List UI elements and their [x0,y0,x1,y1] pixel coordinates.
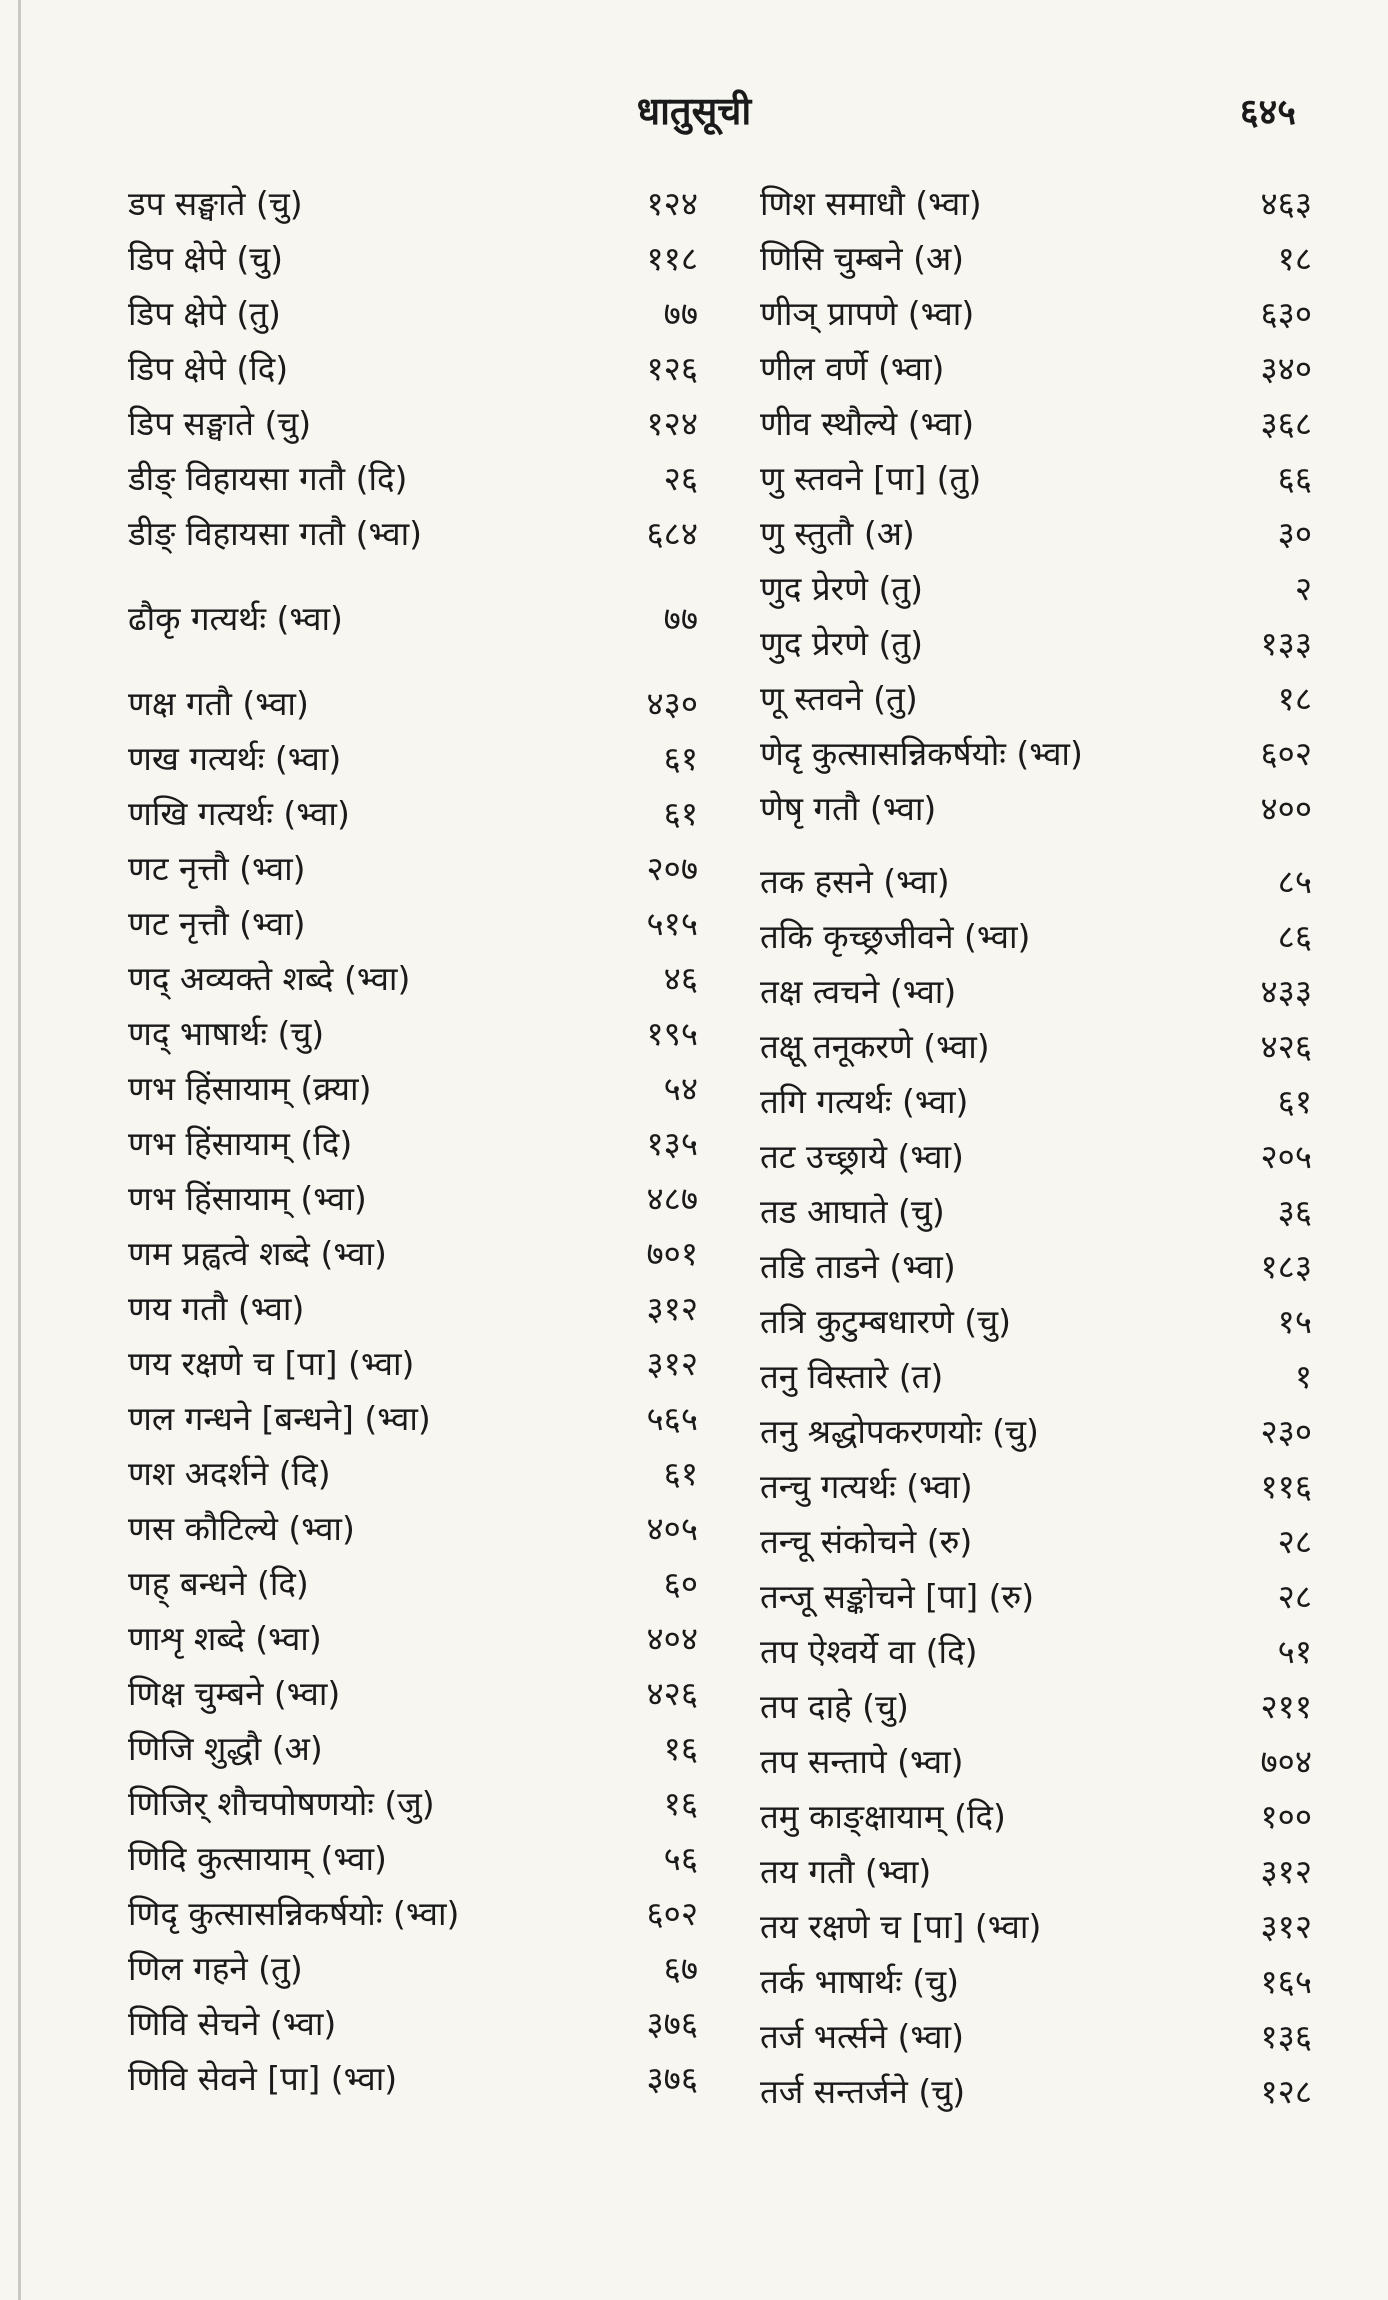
entry-page: २०५ [1260,1137,1312,1176]
entry-page: १८ [1277,239,1312,278]
list-item [128,1501,698,1556]
entry-term: णुद प्रेरणे (तु) [760,569,924,608]
list-item [128,1391,698,1446]
entry-term: णद् भाषार्थः (चु) [128,1014,325,1053]
entry-term: तप ऐश्वर्ये वा (दि) [760,1632,978,1671]
entry-term: णभ हिंसायाम् (दि) [128,1124,353,1163]
list-item [128,1611,698,1666]
entry-term: तय गतौ (भ्वा) [760,1852,932,1891]
list-item [760,1899,1312,1954]
entry-page: १२४ [646,184,698,223]
list-item [760,781,1312,836]
entry-page: ७०१ [646,1234,698,1273]
entry-term: णट नृत्तौ (भ्वा) [128,849,306,888]
list-item [128,896,698,951]
list-item [128,786,698,841]
list-item [128,176,698,231]
entry-term: णिल गहने (तु) [128,1949,303,1988]
list-item [128,1226,698,1281]
list-item [760,2064,1312,2119]
entry-term: डप सङ्घाते (चु) [128,184,303,223]
entry-term: तर्ज सन्तर्जने (चु) [760,2072,966,2111]
entry-term: तक हसने (भ्वा) [760,862,950,901]
list-item [760,1789,1312,1844]
list-item [128,1006,698,1061]
entry-page: ४०५ [646,1509,698,1548]
entry-page: २०७ [646,849,698,888]
entry-term: डिप क्षेपे (चु) [128,239,284,278]
entry-term: णुद प्रेरणे (तु) [760,624,924,663]
entry-page: ३१२ [1260,1852,1312,1891]
entry-page: ६०२ [646,1894,698,1933]
entry-term: तन्चु गत्यर्थः (भ्वा) [760,1467,973,1506]
list-item [128,1116,698,1171]
entry-term: णय गतौ (भ्वा) [128,1289,305,1328]
list-item [760,1954,1312,2009]
entry-page: २११ [1260,1687,1312,1726]
list-item [128,396,698,451]
entry-page: ६१ [663,739,698,778]
list-item [128,451,698,506]
entry-page: ४०४ [646,1619,698,1658]
entry-term: तड आघाते (चु) [760,1192,945,1231]
entry-page: ४०० [1260,789,1312,828]
entry-term: णक्ष गतौ (भ्वा) [128,684,309,723]
entry-term: णिजिर् शौचपोषणयोः (जु) [128,1784,435,1823]
entry-page: ४६ [663,959,698,998]
entry-term: णभ हिंसायाम् (क्र्या) [128,1069,372,1108]
entry-page: १ [1294,1357,1312,1396]
entry-term: णु स्तवने [पा] (तु) [760,459,982,498]
entry-page: २८ [1277,1577,1312,1616]
entry-term: ढौकृ गत्यर्थः (भ्वा) [128,599,343,638]
list-item [128,1666,698,1721]
list-item [128,231,698,286]
entry-term: तय रक्षणे च [पा] (भ्वा) [760,1907,1042,1946]
list-item [760,396,1312,451]
entry-page: ८५ [1277,862,1312,901]
entry-term: णिसि चुम्बने (अ) [760,239,965,278]
entry-term: तनु विस्तारे (त) [760,1357,944,1396]
entry-term: णश अदर्शने (दि) [128,1454,331,1493]
entry-term: णिवि सेवने [पा] (भ्वा) [128,2059,398,2098]
list-item [760,1019,1312,1074]
entry-term: णाशृ शब्दे (भ्वा) [128,1619,322,1658]
list-item [128,1831,698,1886]
section-gap [128,646,698,676]
list-item [128,676,698,731]
entry-page: ३६८ [1260,404,1312,443]
entry-term: डीङ् विहायसा गतौ (दि) [128,459,408,498]
entry-term: णद् अव्यक्ते शब्दे (भ्वा) [128,959,411,998]
entry-page: ६१ [663,1454,698,1493]
entry-page: ४२६ [646,1674,698,1713]
entry-page: ३१२ [646,1344,698,1383]
list-item [128,1556,698,1611]
list-item [760,726,1312,781]
entry-term: डिप सङ्घाते (चु) [128,404,312,443]
entry-page: ३१२ [646,1289,698,1328]
list-item [128,506,698,561]
list-item [128,341,698,396]
entry-page: २८ [1277,1522,1312,1561]
left-column [128,176,698,2106]
entry-page: ६१ [663,794,698,833]
entry-page: ५४ [663,1069,698,1108]
entry-term: डिप क्षेपे (तु) [128,294,281,333]
list-item [760,1569,1312,1624]
entry-page: १२६ [646,349,698,388]
entry-term: णह् बन्धने (दि) [128,1564,309,1603]
entry-page: ६१ [1277,1082,1312,1121]
entry-page: ४८७ [646,1179,698,1218]
list-item [760,964,1312,1019]
entry-term: णिदृ कुत्सासन्निकर्षयोः (भ्वा) [128,1894,460,1933]
entry-term: णेषृ गतौ (भ्वा) [760,789,937,828]
entry-page: ३० [1277,514,1312,553]
list-item [128,1446,698,1501]
entry-term: तट उच्छ्राये (भ्वा) [760,1137,964,1176]
right-column [760,176,1312,2119]
list-item [760,1074,1312,1129]
list-item [128,591,698,646]
list-item [128,951,698,1006]
section-gap [760,836,1312,854]
page-title: धातुसूची [636,89,752,133]
entry-page: २३० [1260,1412,1312,1451]
entry-term: तन्चू संकोचने (रु) [760,1522,973,1561]
entry-term: णिवि सेचने (भ्वा) [128,2004,337,2043]
entry-term: णिजि शुद्धौ (अ) [128,1729,323,1768]
entry-page: ६०२ [1260,734,1312,773]
entry-page: ४३० [646,684,698,723]
list-item [760,854,1312,909]
entry-term: तडि ताडने (भ्वा) [760,1247,956,1286]
entry-page: ६६ [1277,459,1312,498]
entry-page: १६ [663,1784,698,1823]
entry-page: ५१५ [646,904,698,943]
list-item [128,1721,698,1776]
entry-page: १८३ [1260,1247,1312,1286]
entry-term: तमु काङ्क्षायाम् (दि) [760,1797,1006,1836]
entry-term: डीङ् विहायसा गतौ (भ्वा) [128,514,422,553]
list-item [128,731,698,786]
entry-page: ६८४ [646,514,698,553]
entry-term: णस कौटिल्ये (भ्वा) [128,1509,355,1548]
list-item [760,1514,1312,1569]
list-item [760,1844,1312,1899]
list-item [760,616,1312,671]
list-item [760,176,1312,231]
list-item [760,1349,1312,1404]
entry-page: १९५ [646,1014,698,1053]
list-item [760,561,1312,616]
list-item [128,286,698,341]
list-item [760,1239,1312,1294]
entry-page: ६० [663,1564,698,1603]
entry-page: १८ [1277,679,1312,718]
list-item [128,1336,698,1391]
list-item [760,1294,1312,1349]
entry-page: ३७६ [646,2004,698,2043]
entry-term: णील वर्णे (भ्वा) [760,349,945,388]
list-item [760,1404,1312,1459]
list-item [760,1679,1312,1734]
entry-page: ५६ [663,1839,698,1878]
list-item [760,671,1312,726]
list-item [760,231,1312,286]
list-item [760,286,1312,341]
entry-page: ७०४ [1260,1742,1312,1781]
entry-page: ४३३ [1260,972,1312,1011]
list-item [760,2009,1312,2064]
list-item [128,1281,698,1336]
entry-page: ७७ [663,294,698,333]
entry-term: डिप क्षेपे (दि) [128,349,289,388]
list-item [128,2051,698,2106]
entry-term: तप दाहे (चु) [760,1687,909,1726]
entry-page: ३४० [1260,349,1312,388]
entry-term: णखि गत्यर्थः (भ्वा) [128,794,350,833]
entry-term: णख गत्यर्थः (भ्वा) [128,739,342,778]
entry-term: णय रक्षणे च [पा] (भ्वा) [128,1344,415,1383]
page-number: ६४५ [1239,92,1296,133]
entry-page: १२४ [646,404,698,443]
list-item [760,1624,1312,1679]
entry-term: णीञ् प्रापणे (भ्वा) [760,294,975,333]
entry-term: णभ हिंसायाम् (भ्वा) [128,1179,367,1218]
list-item [128,1996,698,2051]
entry-term: तनु श्रद्धोपकरणयोः (चु) [760,1412,1039,1451]
entry-term: तर्ज भर्त्सने (भ्वा) [760,2017,964,2056]
entry-page: ८६ [1277,917,1312,956]
entry-term: तर्क भाषार्थः (चु) [760,1962,959,2001]
entry-page: ११६ [1260,1467,1312,1506]
list-item [760,1184,1312,1239]
list-item [760,1129,1312,1184]
entry-page: १३५ [646,1124,698,1163]
entry-term: णिदि कुत्सायाम् (भ्वा) [128,1839,387,1878]
entry-term: णम प्रह्वत्वे शब्दे (भ्वा) [128,1234,387,1273]
entry-term: तप सन्तापे (भ्वा) [760,1742,964,1781]
entry-term: तगि गत्यर्थः (भ्वा) [760,1082,969,1121]
entry-term: तक्ष त्वचने (भ्वा) [760,972,957,1011]
entry-page: १५ [1277,1302,1312,1341]
entry-page: ७७ [663,599,698,638]
entry-page: १३६ [1260,2017,1312,2056]
entry-page: ३७६ [646,2059,698,2098]
list-item [760,1734,1312,1789]
entry-page: १६ [663,1729,698,1768]
entry-page: २६ [663,459,698,498]
entry-page: १०० [1260,1797,1312,1836]
entry-page: ४२६ [1260,1027,1312,1066]
page-edge [18,0,21,2300]
entry-page: ६३० [1260,294,1312,333]
list-item [760,506,1312,561]
list-item [760,451,1312,506]
entry-page: ४६३ [1260,184,1312,223]
list-item [128,1171,698,1226]
entry-term: तक्षू तनूकरणे (भ्वा) [760,1027,990,1066]
entry-page: ६७ [663,1949,698,1988]
list-item [128,1776,698,1831]
entry-term: तकि कृच्छ्रजीवने (भ्वा) [760,917,1031,956]
entry-page: १३३ [1260,624,1312,663]
entry-page: १६५ [1260,1962,1312,2001]
entry-term: णू स्तवने (तु) [760,679,918,718]
list-item [128,1941,698,1996]
entry-page: ३६ [1277,1192,1312,1231]
entry-page: ५१ [1277,1632,1312,1671]
entry-term: तन्जू सङ्कोचने [पा] (रु) [760,1577,1035,1616]
entry-term: णल गन्धने [बन्धने] (भ्वा) [128,1399,431,1438]
entry-page: २ [1294,569,1312,608]
section-gap [128,561,698,591]
entry-term: णेदृ कुत्सासन्निकर्षयोः (भ्वा) [760,734,1083,773]
entry-page: ११८ [646,239,698,278]
entry-term: णट नृत्तौ (भ्वा) [128,904,306,943]
list-item [760,1459,1312,1514]
list-item [128,1886,698,1941]
entry-page: १२८ [1260,2072,1312,2111]
list-item [760,341,1312,396]
entry-term: णीव स्थौल्ये (भ्वा) [760,404,975,443]
entry-term: तत्रि कुटुम्बधारणे (चु) [760,1302,1011,1341]
entry-page: ३१२ [1260,1907,1312,1946]
entry-term: णु स्तुतौ (अ) [760,514,915,553]
list-item [128,841,698,896]
entry-term: णिक्ष चुम्बने (भ्वा) [128,1674,341,1713]
list-item [760,909,1312,964]
entry-page: ५६५ [646,1399,698,1438]
entry-term: णिश समाधौ (भ्वा) [760,184,982,223]
list-item [128,1061,698,1116]
